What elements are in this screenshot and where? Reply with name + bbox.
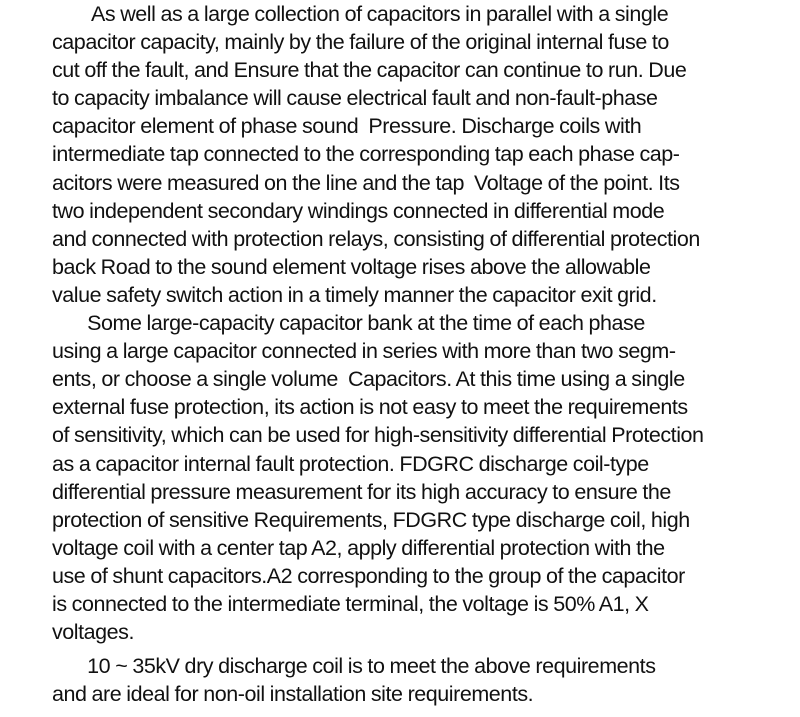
text-line: use of shunt capacitors.A2 corresponding to the group of the capacitor [52,563,685,588]
text-line: ents, or choose a single volume Capacitors. At this time using a single [52,367,685,392]
text-line: of sensitivity, which can be used for high-sensitivity differential Protection [52,423,704,448]
text-line: external fuse protection, its action is not easy to meet the requirements [52,395,688,420]
text-line: intermediate tap connected to the corresponding tap each phase cap- [52,142,680,167]
text-line: cut off the fault, and Ensure that the capacitor can continue to run. Due [52,58,687,83]
text-line: As well as a large collection of capacitors in parallel with a single [52,2,669,26]
text-line: acitors were measured on the line and the tap Voltage of the point. Its [52,170,680,195]
text-line: is connected to the intermediate terminal, the voltage is 50% A1, X [52,591,649,616]
text-line: protection of sensitive Requirements, FDGRC type discharge coil, high [52,507,690,532]
paragraph-capacitor-bank [52,309,782,646]
text-line: and connected with protection relays, consisting of differential protection [52,226,700,251]
text-line: Some large-capacity capacitor bank at the time of each phase [52,311,645,336]
text-line: voltage coil with a center tap A2, apply differential protection with the [52,535,665,560]
text-line: voltages. [52,620,135,645]
text-line: capacitor capacity, mainly by the failure of the original internal fuse to [52,30,669,55]
text-line: as a capacitor internal fault protection. FDGRC discharge coil-type [52,451,649,476]
text-line: capacitor element of phase sound Pressure. Discharge coils with [52,114,642,139]
document-body [52,0,782,708]
text-line: 10 ~ 35kV dry discharge coil is to meet the above requirements [52,654,656,679]
text-line: back Road to the sound element voltage rises above the allowable [52,254,651,279]
text-line: to capacity imbalance will cause electrical fault and non-fault-phase [52,86,658,111]
text-line: and are ideal for non-oil installation site requirements. [52,682,534,707]
text-line: two independent secondary windings connected in differential mode [52,198,665,223]
text-line: value safety switch action in a timely manner the capacitor exit grid. [52,282,657,307]
paragraph-dry-discharge-coil [52,652,782,708]
text-line: differential pressure measurement for its high accuracy to ensure the [52,479,671,504]
paragraph-capacitor-fuse [52,0,782,309]
text-line: using a large capacitor connected in series with more than two segm- [52,339,676,364]
